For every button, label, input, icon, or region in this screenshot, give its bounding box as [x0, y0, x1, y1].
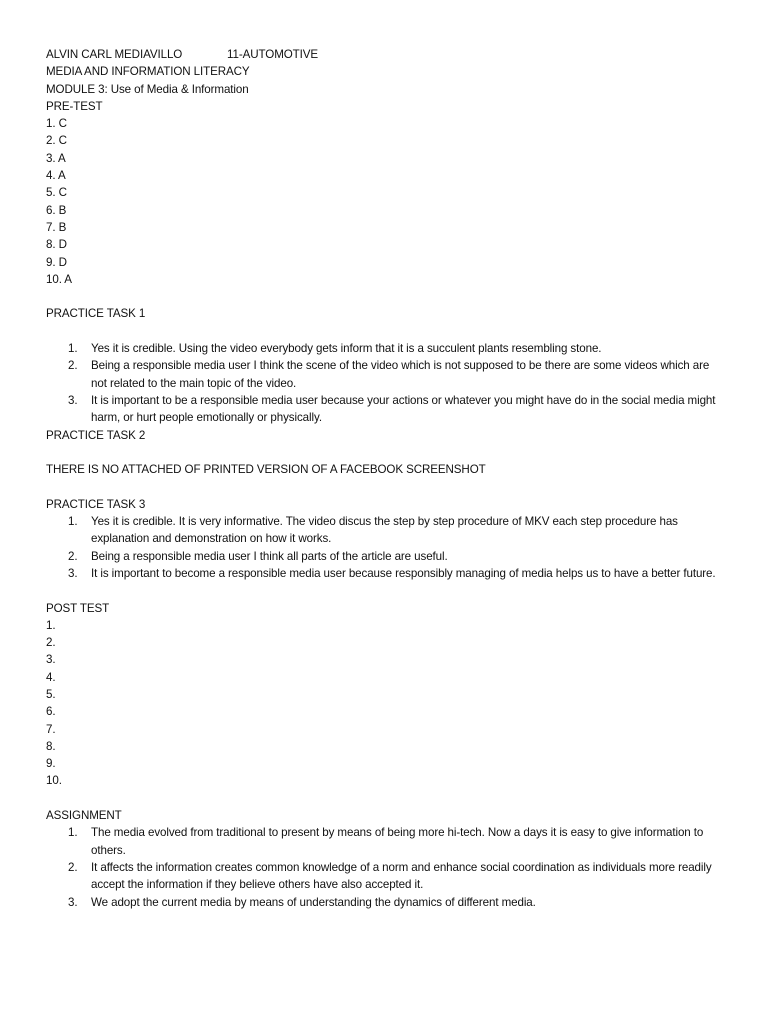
- list-item: [46, 513, 726, 548]
- assignment-list: [46, 824, 726, 910]
- pretest-answer: 8. D: [46, 238, 67, 252]
- spacer: [46, 323, 726, 340]
- list-item: [46, 894, 726, 911]
- header-line: [46, 46, 726, 63]
- item-text: It affects the information creates common knowledge of a norm and enhance social coordination as individuals more readily accept the information if they believe others have also accepted it.: [91, 860, 712, 892]
- subject-title: MEDIA AND INFORMATION LITERACY: [46, 65, 250, 79]
- document-body: [46, 46, 726, 911]
- posttest-answer: 6.: [46, 705, 56, 719]
- pretest-answer: 9. D: [46, 255, 67, 269]
- list-item: [46, 392, 726, 427]
- student-section: 11-AUTOMOTIVE: [227, 48, 319, 61]
- item-text: Yes it is credible. Using the video everybody gets inform that it is a succulent plants resembling stone.: [91, 342, 602, 356]
- item-number: 3.: [68, 393, 78, 407]
- pretest-answers: [46, 115, 726, 288]
- item-number: 1.: [68, 515, 78, 529]
- pretest-answer: 2. C: [46, 134, 67, 148]
- practice-task-3-list: [46, 513, 726, 582]
- item-text: Yes it is credible. It is very informative. The video discus the step by step procedure of MKV each step procedure has explanation and demonstration on how it works.: [91, 515, 678, 546]
- pretest-answer: 1. C: [46, 117, 67, 131]
- item-number: 2.: [68, 860, 78, 874]
- spacer: [46, 478, 726, 495]
- pretest-answer: 7. B: [46, 220, 67, 234]
- item-number: 2.: [68, 549, 78, 563]
- practice-task-1-title: PRACTICE TASK 1: [46, 307, 146, 321]
- practice-task-3-title: PRACTICE TASK 3: [46, 497, 146, 511]
- item-number: 2.: [68, 359, 78, 373]
- practice-task-2-note: THERE IS NO ATTACHED OF PRINTED VERSION OF A FACEBOOK SCREENSHOT: [46, 463, 486, 477]
- item-text: It is important to be a responsible media user because your actions or whatever you might have do in the social media might harm, or hurt people emotionally or physically.: [91, 393, 716, 425]
- posttest-answer: 2.: [46, 636, 56, 650]
- posttest-answer: 5.: [46, 687, 56, 701]
- pretest-title: PRE-TEST: [46, 99, 103, 113]
- item-number: 3.: [68, 566, 78, 580]
- posttest-answer: 3.: [46, 653, 56, 667]
- item-text: Being a responsible media user I think all parts of the article are useful.: [91, 549, 448, 563]
- pretest-answer: 10. A: [46, 272, 72, 286]
- posttest-answer: 8.: [46, 739, 56, 753]
- list-item: [46, 824, 726, 859]
- item-text: The media evolved from traditional to present by means of being more hi-tech. Now a days it is easy to give information to others.: [91, 826, 704, 857]
- item-text: It is important to become a responsible media user because responsibly managing of media helps us to have a better future.: [91, 566, 716, 580]
- list-item: [46, 340, 726, 357]
- posttest-answer: 1.: [46, 618, 56, 632]
- pretest-answer: 5. C: [46, 186, 67, 200]
- item-text: We adopt the current media by means of understanding the dynamics of different media.: [91, 895, 536, 909]
- posttest-answers: [46, 617, 726, 790]
- posttest-answer: 10.: [46, 774, 62, 788]
- item-text: Being a responsible media user I think the scene of the video which is not supposed to be there are some videos which are not related to the main topic of the video.: [91, 359, 710, 390]
- assignment-title: ASSIGNMENT: [46, 809, 122, 823]
- posttest-answer: 9.: [46, 757, 56, 771]
- list-item: [46, 565, 726, 582]
- list-item: [46, 859, 726, 894]
- spacer: [46, 790, 726, 807]
- list-item: [46, 357, 726, 392]
- spacer: [46, 444, 726, 461]
- item-number: 3.: [68, 895, 78, 909]
- spacer: [46, 582, 726, 599]
- posttest-title: POST TEST: [46, 601, 110, 615]
- item-number: 1.: [68, 342, 78, 356]
- posttest-answer: 4.: [46, 670, 56, 684]
- practice-task-1-list: [46, 340, 726, 426]
- item-number: 1.: [68, 826, 78, 840]
- pretest-answer: 4. A: [46, 169, 66, 183]
- pretest-answer: 3. A: [46, 151, 66, 165]
- pretest-answer: 6. B: [46, 203, 67, 217]
- practice-task-2-title: PRACTICE TASK 2: [46, 428, 146, 442]
- list-item: [46, 548, 726, 565]
- module-title: MODULE 3: Use of Media & Information: [46, 82, 249, 96]
- student-name: ALVIN CARL MEDIAVILLO: [46, 48, 183, 61]
- posttest-answer: 7.: [46, 722, 56, 736]
- spacer: [46, 288, 726, 305]
